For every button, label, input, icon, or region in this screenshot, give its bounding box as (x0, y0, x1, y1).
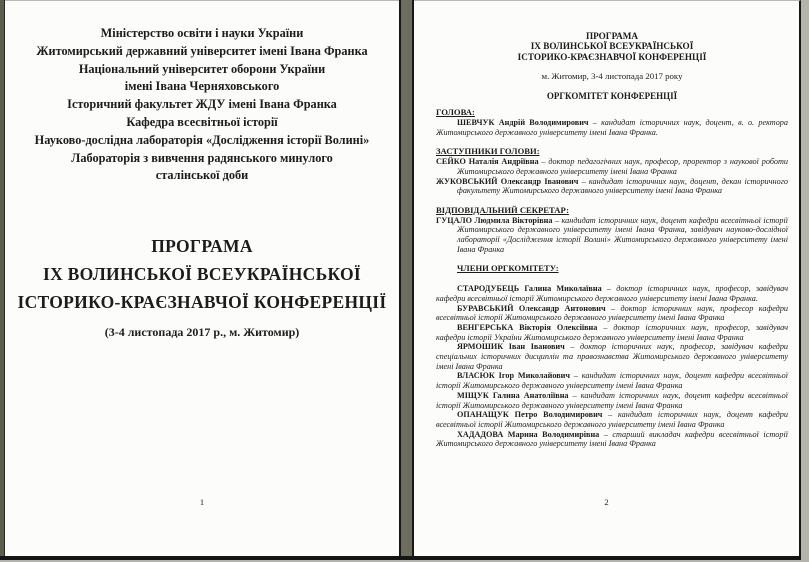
member-description: старший викладач кафедри всесвітньої історії Житомирського державного університету імені Івана Франка (436, 429, 788, 449)
page2-committee-heading: ОРГКОМІТЕТ КОНФЕРЕНЦІЇ (546, 90, 678, 101)
member-name: БУРАВСЬКИЙ Олександр Антонович (457, 303, 606, 313)
member-name: МІЩУК Галина Анатоліївна (457, 390, 569, 400)
name-separator: – (602, 410, 619, 420)
member-description: кандидат історичних наук, доцент кафедри всесвітньої історії Житомирського державного університету імені Івана Франка (436, 371, 789, 391)
committee-section (436, 264, 788, 449)
institution-line: Національний університет оборони України (78, 61, 326, 76)
member-name: СЕЙКО Наталія Андріївна (436, 157, 539, 167)
title-line: ІСТОРИКО-КРАЄЗНАВЧОЇ КОНФЕРЕНЦІЇ (17, 292, 387, 313)
title-line: ПРОГРАМА (151, 236, 253, 257)
section-heading: ЧЛЕНИ ОРГКОМІТЕТУ: (457, 263, 559, 274)
committee-section (436, 206, 788, 255)
title-line: IX ВОЛИНСЬКОЇ ВСЕУКРАЇНСЬКОЇ (42, 264, 362, 285)
title-line: IX ВОЛИНСЬКОЇ ВСЕУКРАЇНСЬКОЇ (530, 41, 694, 52)
book-spine (399, 0, 414, 556)
member-name: СТАРОДУБЕЦЬ Галина Миколаївна (457, 284, 602, 294)
title-line: ПРОГРАМА (585, 31, 639, 41)
institution-line: Кафедра всесвітньої історії (126, 114, 278, 129)
committee-member (436, 342, 788, 371)
name-separator: – (601, 284, 617, 294)
member-description: кандидат історичних наук, доцент кафедри всесвітньої історії Житомирського державного університету імені Івана Франка, завідувач науково-дослідної лабораторії «Дослідження історії Волині» Житомирського державного університету імені Івана Франка (457, 215, 788, 254)
section-heading: ВІДПОВІДАЛЬНИЙ СЕКРЕТАР: (436, 204, 569, 215)
committee-member (436, 157, 788, 176)
section-heading: ГОЛОВА: (436, 107, 475, 118)
member-description: доктор педагогічних наук, професор, проректор з наукової роботи Житомирського державного університету імені Івана Франка (457, 157, 788, 176)
institution-line: сталінської доби (155, 168, 249, 183)
committee-member (436, 216, 788, 255)
member-description: кандидат історичних наук, доцент, в. о. ректора Житомирського державного університету імені Івана Франка. (436, 118, 788, 137)
page1-institution-header (5, 25, 399, 185)
section-members (436, 118, 788, 137)
committee-member (436, 410, 788, 429)
name-separator: – (588, 118, 602, 127)
page1-subtitle: (3-4 листопада 2017 р., м. Житомир) (104, 325, 300, 340)
committee-section (436, 108, 788, 137)
institution-line: Лабораторія з вивчення радянського минулого (71, 150, 333, 165)
member-name: ВЛАСЮК Ігор Миколайович (457, 371, 570, 381)
name-separator: – (564, 342, 581, 352)
member-description: кандидат історичних наук, доцент кафедри всесвітньої історії Житомирського державного університету імені Івана Франка (436, 410, 788, 429)
member-name: ЯРМОШИК Іван Іванович (457, 342, 565, 352)
committee-section (436, 147, 788, 196)
title-line: ІСТОРИКО-КРАЄЗНАВЧОЇ КОНФЕРЕНЦІЇ (517, 51, 707, 62)
member-name: ХАДАДОВА Марина Володимирівна (457, 429, 600, 439)
page1-number: 1 (199, 497, 205, 507)
name-separator: – (538, 157, 549, 167)
member-description: доктор історичних наук, професор, завідувач кафедри історії України Житомирського державного університету імені Івана Франка (436, 322, 789, 342)
member-description: кандидат історичних наук, доцент кафедри всесвітньої історії Житомирського державного університету імені Івана Франка (436, 390, 789, 410)
name-separator: – (578, 176, 589, 186)
committee-member (436, 284, 788, 303)
committee-member (436, 118, 788, 137)
member-description: доктор історичних наук, професор, завідувач кафедри спеціальних історичних дисциплін та правознавства Житомирського державного університету імені Івана Франка (436, 342, 789, 371)
member-description: кандидат історичних наук, доцент, декан історичного факультету Житомирського державного університету імені Івана Франка (457, 176, 789, 196)
member-name: ГУЦАЛО Людмила Вікторівна (436, 215, 553, 225)
section-heading: ЗАСТУПНИКИ ГОЛОВИ: (436, 146, 540, 157)
name-separator: – (605, 303, 621, 313)
page2-title (436, 31, 788, 62)
page2-place-date: м. Житомир, 3-4 листопада 2017 року (541, 70, 683, 81)
member-description: доктор історичних наук, професор кафедри всесвітньої історії Житомирського державного університету імені Івана Франка (436, 303, 789, 323)
name-separator: – (599, 429, 613, 439)
page1-title (5, 232, 399, 316)
committee-member (436, 371, 788, 390)
page-2 (414, 0, 801, 556)
committee-member (436, 304, 788, 323)
member-description: доктор історичних наук, професор, завідувач кафедри всесвітньої історії Житомирського державного університету імені Івана Франка. (436, 284, 789, 303)
committee-member (436, 430, 788, 449)
committee-member (436, 323, 788, 342)
committee-member (436, 177, 788, 196)
page2-number: 2 (604, 497, 609, 507)
member-name: ШЕВЧУК Андрій Володимирович (457, 118, 589, 127)
institution-line: Науково-дослідна лабораторія «Дослідження історії Волині» (34, 132, 370, 147)
committee-sections (436, 108, 788, 449)
institution-line: Міністерство освіти і науки України (100, 26, 304, 40)
name-separator: – (552, 215, 562, 225)
section-members (436, 284, 788, 449)
institution-line: Житомирський державний університет імені Івана Франка (36, 43, 368, 58)
member-name: ЖУКОВСЬКИЙ Олександр Іванович (436, 176, 579, 186)
committee-member (436, 391, 788, 410)
member-name: ВЕНГЕРСЬКА Вікторія Олексіївна (457, 322, 598, 332)
page-1 (5, 0, 399, 556)
section-members (436, 216, 788, 255)
name-separator: – (568, 390, 581, 400)
name-separator: – (569, 371, 582, 381)
institution-line: імені Івана Черняховського (124, 79, 280, 94)
institution-line: Історичний факультет ЖДУ імені Івана Франка (67, 97, 337, 112)
name-separator: – (597, 322, 614, 332)
page2-content (414, 1, 799, 449)
member-name: ОПАНАЩУК Петро Володимирович (457, 410, 603, 420)
section-members (436, 157, 788, 196)
